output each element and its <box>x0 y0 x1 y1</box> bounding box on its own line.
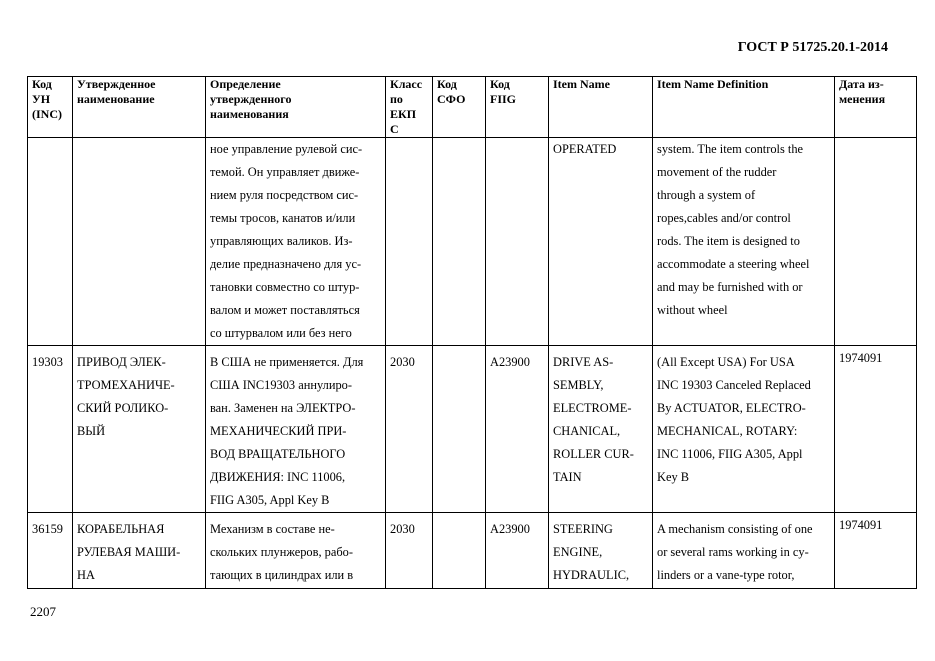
cell-line: ЕКП <box>390 107 417 121</box>
cell-line: валом и может поставляться <box>210 303 360 317</box>
cell-line: By ACTUATOR, ELECTRO- <box>657 401 806 415</box>
cell-line: INC 19303 Canceled Replaced <box>657 378 811 392</box>
cell-line: system. The item controls the <box>657 142 804 156</box>
cell-line: A23900 <box>490 522 530 536</box>
cell-line: 2030 <box>390 355 415 369</box>
definition-cell <box>206 346 386 513</box>
fiig-cell <box>486 138 549 346</box>
cell-line: утвержденного <box>210 92 292 106</box>
change-date-header <box>835 77 917 138</box>
sfo-header <box>433 77 486 138</box>
class-cell <box>386 138 433 346</box>
cell-line: Определение <box>210 77 281 91</box>
cell-line: Код <box>490 77 510 91</box>
cell-line: A23900 <box>490 355 530 369</box>
inc-cell <box>28 138 73 346</box>
cell-line: movement of the rudder <box>657 165 777 179</box>
change-date-cell <box>835 513 917 589</box>
cell-line: MECHANICAL, ROTARY: <box>657 424 798 438</box>
cell-line: делие предназначено для ус- <box>210 257 362 271</box>
cell-line: МЕХАНИЧЕСКИЙ ПРИ- <box>210 424 347 438</box>
approved-name-header <box>73 77 206 138</box>
cell-line: со штурвалом или без него <box>210 326 352 340</box>
cell-line: 19303 <box>32 355 63 369</box>
table-row <box>28 346 917 513</box>
cell-line: SEMBLY, <box>553 378 604 392</box>
cell-line: ПРИВОД ЭЛЕК- <box>77 355 166 369</box>
class-header <box>386 77 433 138</box>
cell-line: accommodate a steering wheel <box>657 257 810 271</box>
cell-line: ENGINE, <box>553 545 603 559</box>
cell-line: управляющих валиков. Из- <box>210 234 353 248</box>
cell-line: 36159 <box>32 522 63 536</box>
inc-cell <box>28 346 73 513</box>
approved-name-cell <box>73 346 206 513</box>
cell-line: наименование <box>77 92 155 106</box>
item-definition-cell <box>653 138 835 346</box>
cell-line: КОРАБЕЛЬНАЯ <box>77 522 165 536</box>
cell-line: FIIG A305, Appl Key B <box>210 493 330 507</box>
approved-name-cell <box>73 513 206 589</box>
sfo-cell <box>433 138 486 346</box>
sfo-cell <box>433 346 486 513</box>
cell-line: or several rams working in cy- <box>657 545 809 559</box>
cell-line: В США не применяется. Для <box>210 355 364 369</box>
definition-cell <box>206 513 386 589</box>
table-row <box>28 138 917 346</box>
table-header-row <box>28 77 917 138</box>
cell-line: ROLLER CUR- <box>553 447 634 461</box>
data-table <box>27 76 917 589</box>
cell-line: Item Name Definition <box>657 77 769 91</box>
cell-line: С <box>390 122 399 136</box>
cell-line: A mechanism consisting of one <box>657 522 813 536</box>
cell-line: СКИЙ РОЛИКО- <box>77 401 169 415</box>
cell-line: ДВИЖЕНИЯ: INC 11006, <box>210 470 346 484</box>
cell-line: Код <box>437 77 457 91</box>
fiig-header <box>486 77 549 138</box>
cell-line: and may be furnished with or <box>657 280 803 294</box>
cell-line: ТРОМЕХАНИЧЕ- <box>77 378 175 392</box>
sfo-cell <box>433 513 486 589</box>
document-header: ГОСТ Р 51725.20.1-2014 <box>737 40 888 55</box>
cell-line: США INC19303 аннулиро- <box>210 378 352 392</box>
cell-line: DRIVE AS- <box>553 355 614 369</box>
cell-line: ropes,cables and/or control <box>657 211 791 225</box>
item-name-cell <box>549 513 653 589</box>
cell-line: нием руля посредством сис- <box>210 188 359 202</box>
cell-line: РУЛЕВАЯ МАШИ- <box>77 545 181 559</box>
inc-cell <box>28 513 73 589</box>
change-date-cell <box>835 138 917 346</box>
cell-line: ВОД ВРАЩАТЕЛЬНОГО <box>210 447 346 461</box>
cell-line: Класс <box>390 77 423 91</box>
cell-line: СФО <box>437 92 466 106</box>
cell-line: скольких плунжеров, рабо- <box>210 545 353 559</box>
cell-line: по <box>390 92 403 106</box>
item-definition-cell <box>653 513 835 589</box>
cell-line: темой. Он управляет движе- <box>210 165 360 179</box>
class-cell <box>386 346 433 513</box>
cell-line: STEERING <box>553 522 613 536</box>
cell-line: without wheel <box>657 303 728 317</box>
fiig-cell <box>486 513 549 589</box>
item-definition-header <box>653 77 835 138</box>
cell-line: Дата из- <box>839 77 884 91</box>
approved-name-cell <box>73 138 206 346</box>
table-row <box>28 513 917 589</box>
cell-line: Код <box>32 77 52 91</box>
cell-line: Механизм в составе не- <box>210 522 335 536</box>
cell-line: ное управление рулевой сис- <box>210 142 363 156</box>
cell-line: ВЫЙ <box>77 424 106 438</box>
cell-line: linders or a vane-type rotor, <box>657 568 795 582</box>
cell-line: ван. Заменен на ЭЛЕКТРО- <box>210 401 356 415</box>
cell-line: темы тросов, канатов и/или <box>210 211 356 225</box>
cell-line: HYDRAULIC, <box>553 568 630 582</box>
page-number: 2207 <box>30 604 56 619</box>
item-definition-cell <box>653 346 835 513</box>
cell-line: Key B <box>657 470 690 484</box>
cell-line: Item Name <box>553 77 610 91</box>
cell-line: ELECTROME- <box>553 401 632 415</box>
cell-line: тающих в цилиндрах или в <box>210 568 354 582</box>
table-body <box>28 138 917 589</box>
cell-line: rods. The item is designed to <box>657 234 800 248</box>
change-date-cell <box>835 346 917 513</box>
cell-line: through a system of <box>657 188 756 202</box>
cell-line: (INC) <box>32 107 62 121</box>
fiig-cell <box>486 346 549 513</box>
cell-line: OPERATED <box>553 142 617 156</box>
class-cell <box>386 513 433 589</box>
cell-line: УН <box>32 92 51 106</box>
definition-header <box>206 77 386 138</box>
cell-line: НА <box>77 568 95 582</box>
cell-line: 1974091 <box>839 351 883 365</box>
item-name-cell <box>549 138 653 346</box>
cell-line: наименования <box>210 107 289 121</box>
item-name-cell <box>549 346 653 513</box>
cell-line: TAIN <box>553 470 582 484</box>
cell-line: CHANICAL, <box>553 424 621 438</box>
cell-line: Утвержденное <box>77 77 156 91</box>
cell-line: тановки совместно со штур- <box>210 280 360 294</box>
cell-line: INC 11006, FIIG A305, Appl <box>657 447 803 461</box>
cell-line: 2030 <box>390 522 415 536</box>
cell-line: 1974091 <box>839 518 883 532</box>
cell-line: менения <box>839 92 886 106</box>
cell-line: FIIG <box>490 92 517 106</box>
cell-line: (All Except USA) For USA <box>657 355 795 369</box>
definition-cell <box>206 138 386 346</box>
inc-header <box>28 77 73 138</box>
item-name-header <box>549 77 653 138</box>
